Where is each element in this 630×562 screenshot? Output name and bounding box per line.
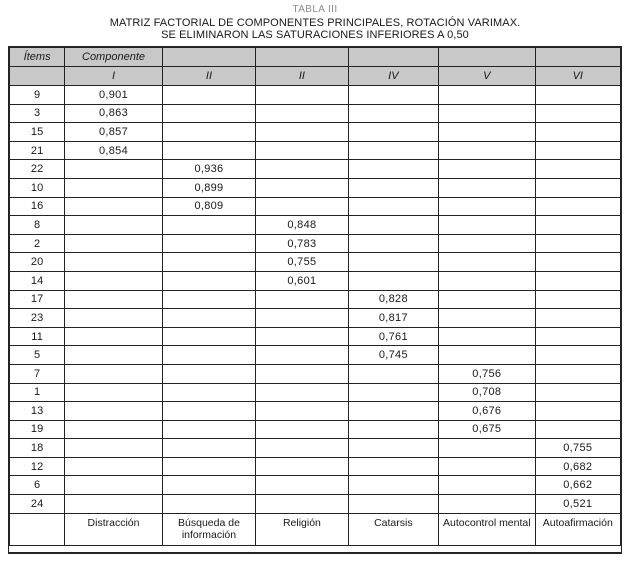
loading-value-cell — [162, 402, 255, 421]
loading-value-cell — [348, 104, 438, 123]
table-row — [10, 271, 621, 290]
table-row — [10, 383, 621, 402]
item-number-cell: 12 — [10, 457, 65, 476]
loading-value-cell — [162, 216, 255, 235]
loading-value-cell — [535, 141, 620, 160]
item-number-cell: 8 — [10, 216, 65, 235]
loading-value-cell — [535, 346, 620, 365]
loading-value-cell — [348, 216, 438, 235]
item-number-cell: 6 — [10, 476, 65, 495]
loading-value-cell — [439, 495, 535, 514]
loading-value-cell — [348, 141, 438, 160]
table-frame — [8, 46, 622, 554]
loading-value-cell: 0,857 — [65, 123, 162, 142]
item-number-cell: 3 — [10, 104, 65, 123]
loading-value-cell — [162, 141, 255, 160]
loading-value-cell — [535, 86, 620, 105]
table-row — [10, 290, 621, 309]
loading-value-cell: 0,756 — [439, 364, 535, 383]
item-number-cell: 24 — [10, 495, 65, 514]
table-row — [10, 216, 621, 235]
loading-value-cell — [256, 86, 348, 105]
loading-value-cell — [439, 86, 535, 105]
col-header-empty — [439, 48, 535, 67]
loading-value-cell — [348, 402, 438, 421]
loading-value-cell — [439, 216, 535, 235]
loading-value-cell — [535, 309, 620, 328]
loading-value-cell — [348, 234, 438, 253]
loading-value-cell — [348, 420, 438, 439]
loading-value-cell — [256, 309, 348, 328]
table-row — [10, 178, 621, 197]
table-row — [10, 197, 621, 216]
table-row — [10, 104, 621, 123]
loading-value-cell — [162, 104, 255, 123]
loading-value-cell — [439, 271, 535, 290]
table-row — [10, 364, 621, 383]
loading-value-cell: 0,675 — [439, 420, 535, 439]
loading-value-cell — [348, 457, 438, 476]
loading-value-cell — [65, 216, 162, 235]
loading-value-cell — [535, 327, 620, 346]
table-row — [10, 495, 621, 514]
item-number-cell: 11 — [10, 327, 65, 346]
loading-value-cell — [535, 234, 620, 253]
loading-value-cell — [439, 197, 535, 216]
loading-value-cell: 0,755 — [256, 253, 348, 272]
loading-value-cell — [535, 178, 620, 197]
loading-value-cell — [256, 420, 348, 439]
loading-value-cell — [535, 197, 620, 216]
loading-value-cell — [65, 327, 162, 346]
loading-value-cell — [348, 495, 438, 514]
table-row — [10, 402, 621, 421]
loading-value-cell: 0,848 — [256, 216, 348, 235]
loading-value-cell — [162, 271, 255, 290]
loading-value-cell — [256, 290, 348, 309]
loading-value-cell — [535, 383, 620, 402]
col-header-empty — [535, 48, 620, 67]
loading-value-cell — [65, 178, 162, 197]
loading-value-cell: 0,854 — [65, 141, 162, 160]
factor-name-religion: Religión — [256, 513, 348, 545]
loading-value-cell — [256, 495, 348, 514]
table-body — [10, 86, 621, 514]
col-header-componente: Componente — [65, 48, 162, 67]
loading-value-cell — [65, 439, 162, 458]
loading-value-cell: 0,745 — [348, 346, 438, 365]
factor-name-autoafirmacion: Autoafirmación — [535, 513, 620, 545]
loading-value-cell: 0,521 — [535, 495, 620, 514]
loading-value-cell — [256, 141, 348, 160]
loading-value-cell — [162, 383, 255, 402]
col-header-empty — [162, 48, 255, 67]
loading-value-cell — [256, 476, 348, 495]
loading-value-cell — [535, 104, 620, 123]
loading-value-cell — [162, 234, 255, 253]
loading-value-cell — [162, 439, 255, 458]
loading-value-cell — [439, 346, 535, 365]
loading-value-cell — [535, 253, 620, 272]
loading-value-cell — [535, 271, 620, 290]
table-row — [10, 141, 621, 160]
loading-value-cell — [535, 364, 620, 383]
loading-value-cell — [348, 253, 438, 272]
col-header-items: Ítems — [10, 48, 65, 67]
col-header-empty — [256, 48, 348, 67]
factor-name-autocontrol: Autocontrol mental — [439, 513, 535, 545]
loading-value-cell — [348, 178, 438, 197]
footer-row-factor-names — [10, 513, 621, 545]
table-row — [10, 476, 621, 495]
item-number-cell: 13 — [10, 402, 65, 421]
loading-value-cell: 0,662 — [535, 476, 620, 495]
loading-value-cell — [256, 457, 348, 476]
caption-line-2: SE ELIMINARON LAS SATURACIONES INFERIORES A 0,50 — [161, 29, 469, 41]
loading-value-cell — [535, 290, 620, 309]
table-row — [10, 86, 621, 105]
loading-value-cell — [65, 290, 162, 309]
loading-value-cell — [535, 123, 620, 142]
loading-value-cell — [162, 364, 255, 383]
loading-value-cell: 0,761 — [348, 327, 438, 346]
loading-value-cell — [162, 420, 255, 439]
table-number: TABLA III — [292, 4, 338, 15]
loading-value-cell — [162, 495, 255, 514]
loading-value-cell — [535, 160, 620, 179]
item-number-cell: 2 — [10, 234, 65, 253]
loading-value-cell — [439, 290, 535, 309]
loading-value-cell: 0,901 — [65, 86, 162, 105]
loading-value-cell — [65, 495, 162, 514]
loading-value-cell — [439, 104, 535, 123]
loading-value-cell — [439, 476, 535, 495]
loading-value-cell — [535, 216, 620, 235]
factor-name-busqueda: Búsqueda de información — [162, 513, 255, 545]
item-number-cell: 17 — [10, 290, 65, 309]
loading-value-cell — [439, 141, 535, 160]
loading-value-cell — [256, 104, 348, 123]
loading-value-cell — [348, 476, 438, 495]
loading-value-cell: 0,936 — [162, 160, 255, 179]
table-row — [10, 346, 621, 365]
item-number-cell: 23 — [10, 309, 65, 328]
loading-value-cell — [162, 309, 255, 328]
loading-value-cell — [162, 290, 255, 309]
loading-value-cell — [256, 178, 348, 197]
caption-line-1: MATRIZ FACTORIAL DE COMPONENTES PRINCIPALES, ROTACIÓN VARIMAX. — [109, 17, 521, 29]
loading-value-cell — [439, 457, 535, 476]
item-number-cell: 22 — [10, 160, 65, 179]
loading-value-cell — [65, 364, 162, 383]
loading-value-cell: 0,783 — [256, 234, 348, 253]
loading-value-cell — [162, 457, 255, 476]
component-header-vi: VI — [535, 67, 620, 86]
component-header-iii: II — [256, 67, 348, 86]
loading-value-cell: 0,708 — [439, 383, 535, 402]
item-number-cell: 15 — [10, 123, 65, 142]
loading-value-cell — [348, 439, 438, 458]
loading-value-cell — [439, 253, 535, 272]
item-number-cell: 18 — [10, 439, 65, 458]
loading-value-cell — [535, 420, 620, 439]
loading-value-cell: 0,817 — [348, 309, 438, 328]
loading-value-cell: 0,863 — [65, 104, 162, 123]
loading-value-cell — [348, 160, 438, 179]
loading-value-cell — [65, 420, 162, 439]
item-number-cell: 7 — [10, 364, 65, 383]
loading-value-cell — [535, 402, 620, 421]
loading-value-cell: 0,828 — [348, 290, 438, 309]
loading-value-cell — [65, 476, 162, 495]
loading-value-cell — [256, 160, 348, 179]
loading-value-cell — [348, 271, 438, 290]
loading-value-cell: 0,676 — [439, 402, 535, 421]
table-row — [10, 420, 621, 439]
loading-value-cell — [65, 271, 162, 290]
item-number-cell: 21 — [10, 141, 65, 160]
loading-value-cell — [65, 346, 162, 365]
col-header-empty — [348, 48, 438, 67]
loading-value-cell — [65, 197, 162, 216]
loading-value-cell — [256, 402, 348, 421]
loading-value-cell — [65, 383, 162, 402]
loading-value-cell — [348, 364, 438, 383]
factor-name-empty — [10, 513, 65, 545]
loading-value-cell — [65, 309, 162, 328]
loading-value-cell — [65, 234, 162, 253]
loading-value-cell — [162, 123, 255, 142]
item-number-cell: 1 — [10, 383, 65, 402]
factor-matrix-table — [9, 47, 621, 546]
item-number-cell: 9 — [10, 86, 65, 105]
header-row-components — [10, 67, 621, 86]
loading-value-cell — [348, 383, 438, 402]
loading-value-cell — [162, 346, 255, 365]
table-caption — [0, 0, 630, 41]
loading-value-cell — [348, 123, 438, 142]
loading-value-cell — [439, 178, 535, 197]
loading-value-cell — [348, 197, 438, 216]
loading-value-cell — [439, 439, 535, 458]
loading-value-cell — [65, 402, 162, 421]
component-header-iv: IV — [348, 67, 438, 86]
loading-value-cell — [439, 327, 535, 346]
loading-value-cell: 0,899 — [162, 178, 255, 197]
table-row — [10, 234, 621, 253]
item-number-cell: 14 — [10, 271, 65, 290]
loading-value-cell — [162, 476, 255, 495]
factor-name-catarsis: Catarsis — [348, 513, 438, 545]
loading-value-cell — [256, 439, 348, 458]
loading-value-cell — [439, 234, 535, 253]
component-header-i: I — [65, 67, 162, 86]
loading-value-cell — [162, 86, 255, 105]
loading-value-cell — [256, 327, 348, 346]
component-header-v: V — [439, 67, 535, 86]
table-row — [10, 457, 621, 476]
factor-name-distraccion: Distracción — [65, 513, 162, 545]
loading-value-cell — [256, 383, 348, 402]
loading-value-cell — [162, 327, 255, 346]
loading-value-cell: 0,682 — [535, 457, 620, 476]
loading-value-cell — [256, 364, 348, 383]
table-row — [10, 327, 621, 346]
table-row — [10, 123, 621, 142]
component-header-empty — [10, 67, 65, 86]
table-header — [10, 48, 621, 86]
loading-value-cell — [439, 123, 535, 142]
loading-value-cell — [65, 253, 162, 272]
loading-value-cell: 0,601 — [256, 271, 348, 290]
loading-value-cell — [256, 346, 348, 365]
component-header-ii: II — [162, 67, 255, 86]
item-number-cell: 16 — [10, 197, 65, 216]
item-number-cell: 19 — [10, 420, 65, 439]
table-row — [10, 439, 621, 458]
table-row — [10, 160, 621, 179]
loading-value-cell — [65, 160, 162, 179]
loading-value-cell: 0,809 — [162, 197, 255, 216]
loading-value-cell — [65, 457, 162, 476]
item-number-cell: 10 — [10, 178, 65, 197]
loading-value-cell — [162, 253, 255, 272]
loading-value-cell: 0,755 — [535, 439, 620, 458]
loading-value-cell — [439, 160, 535, 179]
loading-value-cell — [348, 86, 438, 105]
table-row — [10, 253, 621, 272]
loading-value-cell — [439, 309, 535, 328]
header-row-labels — [10, 48, 621, 67]
table-footer — [10, 513, 621, 545]
table-row — [10, 309, 621, 328]
loading-value-cell — [256, 123, 348, 142]
item-number-cell: 20 — [10, 253, 65, 272]
item-number-cell: 5 — [10, 346, 65, 365]
loading-value-cell — [256, 197, 348, 216]
